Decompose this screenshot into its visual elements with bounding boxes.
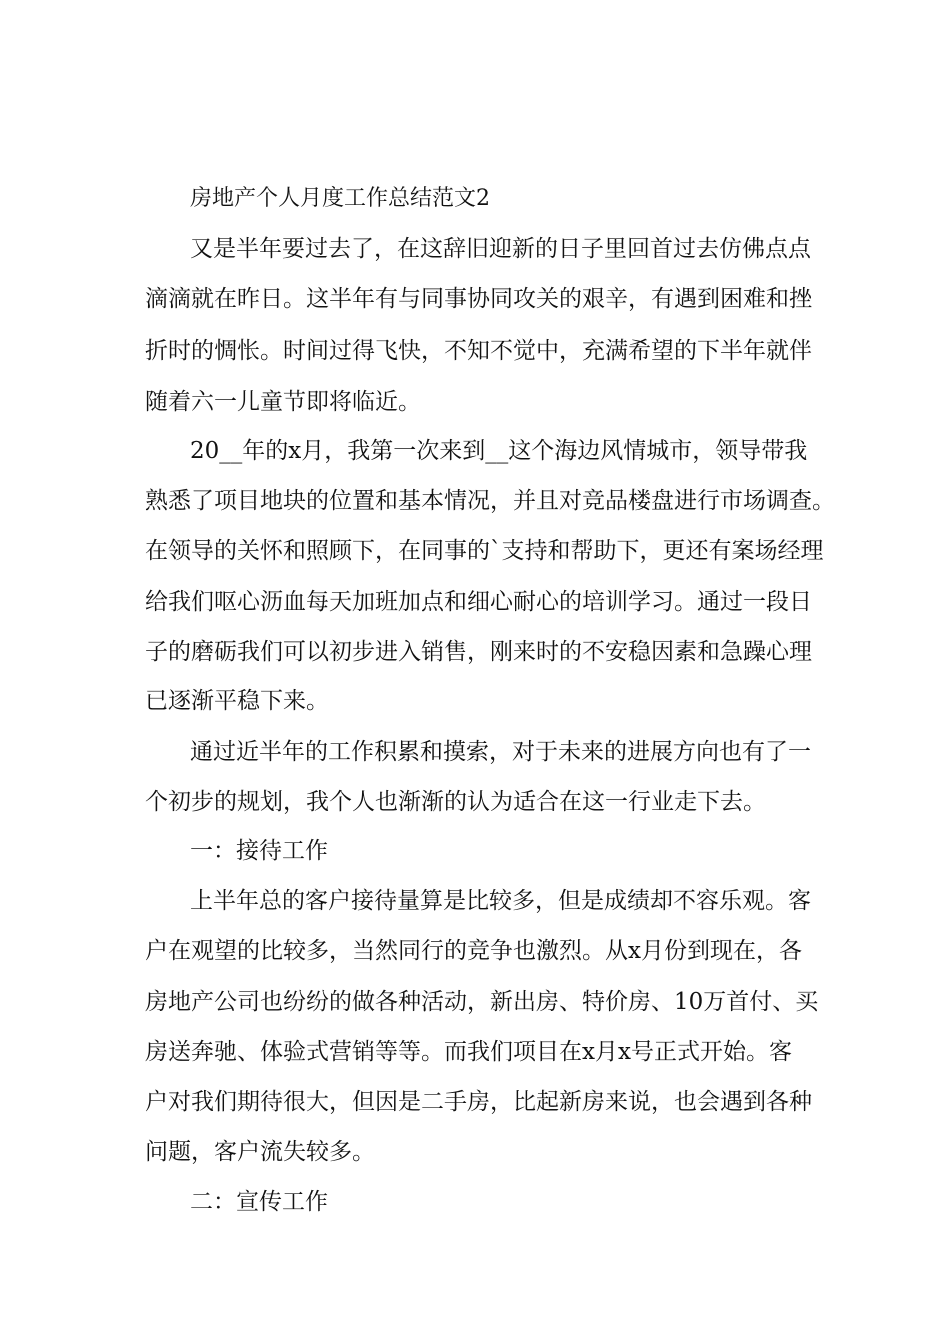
section-heading-reception: 一：接待工作	[190, 838, 328, 864]
paragraph-2-line-5: 子的磨砺我们可以初步进入销售，刚来时的不安稳因素和急躁心理	[145, 639, 812, 665]
paragraph-3-line-1: 通过近半年的工作积累和摸索，对于未来的进展方向也有了一	[190, 739, 811, 765]
paragraph-2-line-1: 20__年的x月，我第一次来到__这个海边风情城市，领导带我	[190, 438, 808, 464]
paragraph-4-line-1: 上半年总的客户接待量算是比较多，但是成绩却不容乐观。客	[190, 888, 811, 914]
paragraph-2-line-2: 熟悉了项目地块的位置和基本情况，并且对竞品楼盘进行市场调查。	[145, 488, 835, 514]
paragraph-4-line-6: 问题，客户流失较多。	[145, 1139, 375, 1165]
paragraph-2-line-4: 给我们呕心沥血每天加班加点和细心耐心的培训学习。通过一段日	[145, 589, 812, 615]
paragraph-4-line-4: 房送奔驰、体验式营销等等。而我们项目在x月x号正式开始。客	[145, 1039, 792, 1065]
document-title: 房地产个人月度工作总结范文2	[190, 186, 490, 211]
paragraph-4-line-3: 房地产公司也纷纷的做各种活动，新出房、特价房、10万首付、买	[145, 989, 819, 1015]
paragraph-1-line-4: 随着六一儿童节即将临近。	[145, 389, 421, 415]
paragraph-1-line-2: 滴滴就在昨日。这半年有与同事协同攻关的艰辛，有遇到困难和挫	[145, 286, 812, 312]
section-heading-promotion: 二：宣传工作	[190, 1189, 328, 1215]
paragraph-1-line-3: 折时的惆怅。时间过得飞快，不知不觉中，充满希望的下半年就伴	[145, 338, 812, 364]
paragraph-2-line-6: 已逐渐平稳下来。	[145, 688, 329, 714]
paragraph-1-line-1: 又是半年要过去了，在这辞旧迎新的日子里回首过去仿佛点点	[190, 236, 811, 262]
paragraph-4-line-2: 户在观望的比较多，当然同行的竞争也激烈。从x月份到现在，各	[145, 938, 802, 964]
paragraph-3-line-2: 个初步的规划，我个人也渐渐的认为适合在这一行业走下去。	[145, 789, 766, 815]
paragraph-2-line-3: 在领导的关怀和照顾下，在同事的`支持和帮助下，更还有案场经理	[145, 538, 824, 564]
paragraph-4-line-5: 户对我们期待很大，但因是二手房，比起新房来说，也会遇到各种	[145, 1089, 812, 1115]
